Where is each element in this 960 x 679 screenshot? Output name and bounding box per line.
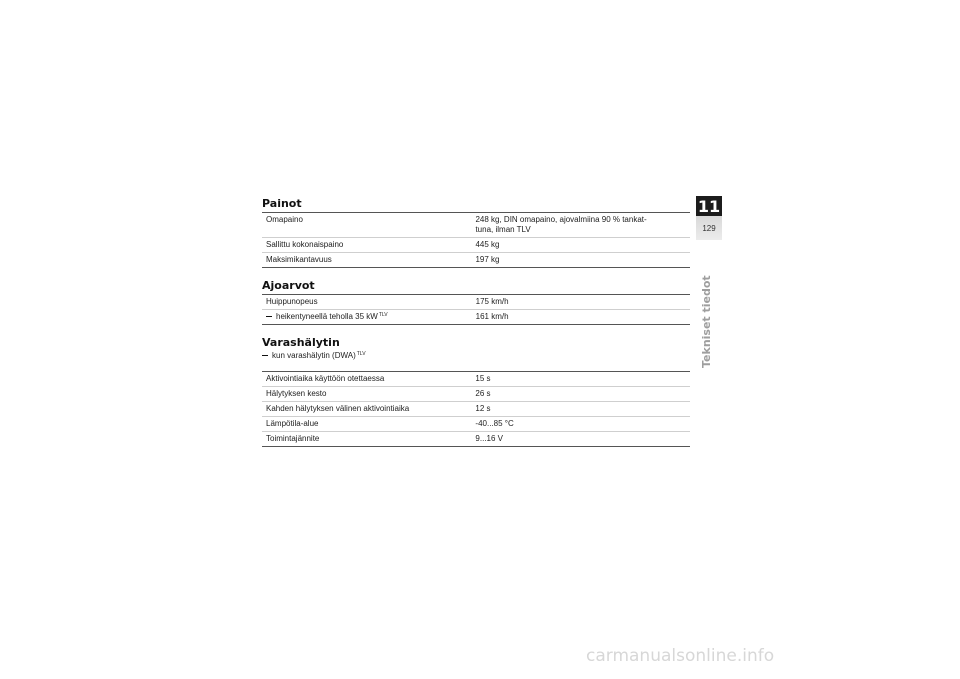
spec-key: Lämpötila-alue	[262, 417, 471, 432]
table-row	[262, 213, 690, 238]
dash-bullet-icon	[266, 316, 272, 317]
spec-key-text: heikentyneellä teholla 35 $kW^{TLV}$	[276, 312, 388, 321]
spec-key: Aktivointiaika käyttöön otettaessa	[262, 372, 471, 387]
spec-key: Omapaino	[262, 213, 471, 238]
table-row	[262, 238, 690, 253]
painot-table	[262, 212, 690, 268]
section-title-ajoarvot: Ajoarvot	[262, 279, 315, 292]
table-row	[262, 387, 690, 402]
spec-value: 26 s	[471, 387, 690, 402]
table-row	[262, 372, 690, 387]
tlv-superscript: TLV	[378, 312, 388, 318]
condition-note: kun varashälytin (DWA)$^{TLV}$	[262, 351, 690, 361]
table-row	[262, 402, 690, 417]
spec-value: 248 kg, DIN omapaino, ajovalmiina 90 % tankat- tuna, ilman TLV	[471, 213, 690, 238]
table-row	[262, 295, 690, 310]
spec-key: Hälytyksen kesto	[262, 387, 471, 402]
spec-value: -40...85 °C	[471, 417, 690, 432]
spec-content	[262, 196, 690, 457]
section-title-painot: Painot	[262, 197, 302, 210]
page-number: 129	[702, 224, 716, 233]
table-row	[262, 432, 690, 447]
spec-key-with-dash	[262, 310, 472, 325]
ajoarvot-table	[262, 294, 690, 325]
spec-value: 9...16 V	[471, 432, 690, 447]
spec-value: 15 s	[471, 372, 690, 387]
chapter-tab	[696, 196, 722, 240]
table-row	[262, 253, 690, 268]
spec-value: 175 km/h	[472, 295, 690, 310]
watermark: carmanualsonline.info	[586, 646, 775, 666]
spec-value: 445 kg	[471, 238, 690, 253]
chapter-number: 11	[697, 197, 721, 216]
spec-value: 197 kg	[471, 253, 690, 268]
spec-key: Sallittu kokonaispaino	[262, 238, 471, 253]
table-row	[262, 310, 690, 325]
spec-key: Toimintajännite	[262, 432, 471, 447]
chapter-label: Tekniset tiedot	[700, 275, 713, 368]
varashalytin-table	[262, 371, 690, 447]
spec-value: 161 km/h	[472, 310, 690, 325]
tlv-superscript: TLV	[356, 351, 366, 357]
spec-value: 12 s	[471, 402, 690, 417]
section-title-varashalytin: Varashälytin	[262, 336, 340, 349]
spec-key: Huippunopeus	[262, 295, 472, 310]
dash-bullet-icon	[262, 355, 268, 356]
spec-key: Kahden hälytyksen välinen aktivointiaika	[262, 402, 471, 417]
spec-key: Maksimikantavuus	[262, 253, 471, 268]
table-row	[262, 417, 690, 432]
